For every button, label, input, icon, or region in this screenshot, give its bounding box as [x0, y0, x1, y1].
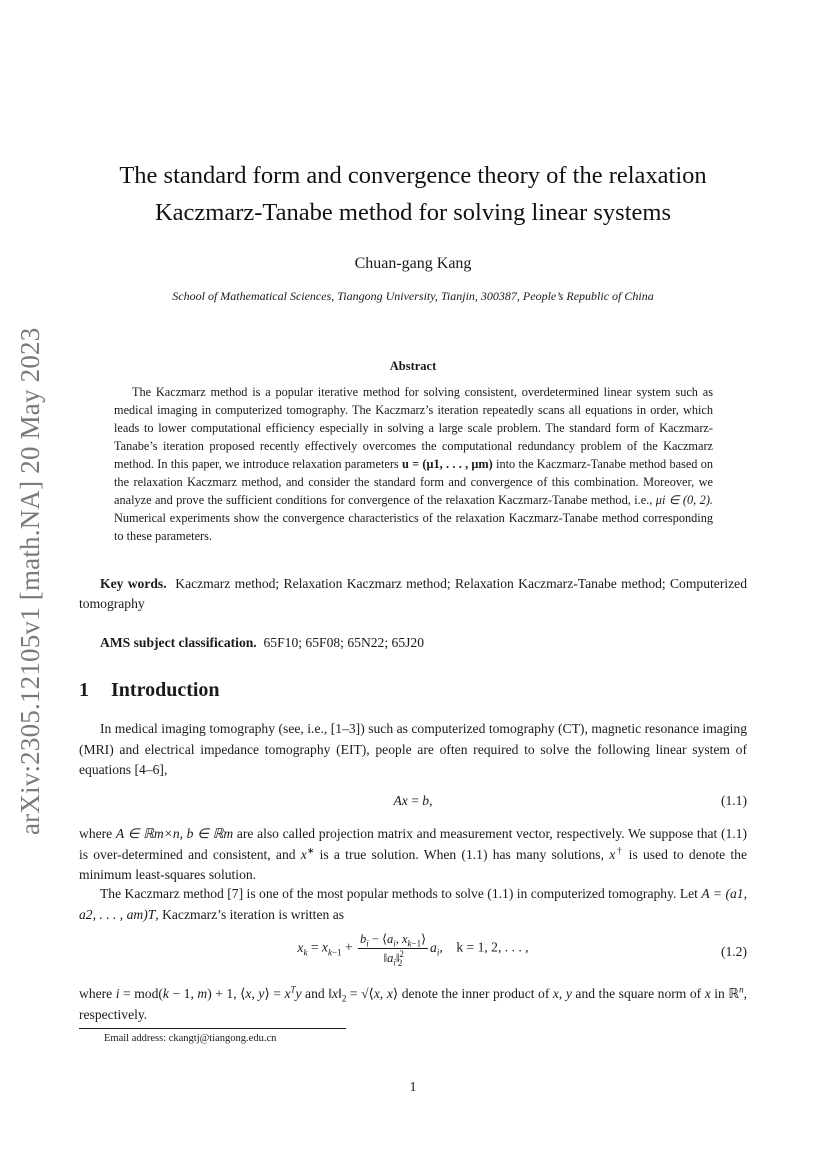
equation-1-2-body: $x_k = x_{k-1}$ + $\frac{b_i - ⟨a_i, x_{k-1}⟩}{‖a_i‖^2_2}$ $a_i$, k = 1, 2, . . . ,: [297, 932, 529, 968]
equation-1-1-body: Ax = b,: [393, 793, 433, 808]
equation-1-2-fraction: $\frac{b_i - ⟨a_i, x_{k-1}⟩}{‖a_i‖^2_2}$: [360, 932, 427, 968]
title-line-2: Kaczmarz-Tanabe method for solving linear systems: [154, 199, 671, 226]
equation-1-1: [79, 793, 747, 813]
abstract-text-b: into the Kaczmarz-Tanabe method based on the relaxation Kaczmarz method, and consider the standard form and convergence of this combination. Moreover, we analyze and prove the sufficient conditions for convergence of the relaxation Kaczmarz-Tanabe method, i.e.,: [114, 457, 714, 507]
abstract-body: [114, 383, 713, 545]
p2-text-c: is a true solution. When (1.1) has many solutions,: [319, 846, 604, 862]
abstract-text-c: Numerical experiments show the convergence characteristics of the relaxation Kaczmarz-Tanabe method corresponding to these parameters.: [114, 511, 713, 543]
ams-label: AMS subject classification.: [100, 635, 257, 650]
footnote-email: Email address: ckangtj@tiangong.edu.cn: [104, 1033, 277, 1044]
ams-codes: 65F10; 65F08; 65N22; 65J20: [263, 635, 425, 650]
equation-1-1-number: (1.1): [720, 793, 747, 808]
p2-math-1: A ∈ ℝm×n, b ∈ ℝm: [115, 826, 234, 841]
p3-text-b: , Kaczmarz’s iteration is written as: [155, 906, 345, 922]
author-affiliation: School of Mathematical Sciences, Tiangong University, Tianjin, 300387, People’s Republic of China: [172, 289, 654, 303]
intro-paragraph-2: where A ∈ ℝm×n, b ∈ ℝm are also called projection matrix and measurement vector, respectively. We suppose that (1.1) is over-determined and consistent, and x∗ is a true solution. When (1.1) has many solutions, x† is used to denote the minimum least-squares solution.: [79, 826, 747, 882]
arxiv-identifier: arXiv:2305.12105v1 [math.NA] 20 May 2023: [15, 327, 45, 835]
keywords-label: Key words.: [100, 576, 167, 591]
section-title: Introduction: [111, 679, 220, 701]
equation-1-2-range: k = 1, 2, . . . ,: [456, 939, 529, 955]
intro-paragraph-4: where i = mod(k − 1, m) + 1, ⟨x, y⟩ = $x^Ty$ and $‖x‖_2$ = √⟨x, x⟩ denote the inner product of x, y and the square norm of x in ℝ$^n$, respectively.: [79, 984, 748, 1022]
title-line-1: The standard form and convergence theory of the relaxation: [119, 162, 707, 189]
p4-text-c: and the square norm of: [575, 986, 702, 1001]
intro-paragraph-1: In medical imaging tomography (see, i.e., [1–3]) such as computerized tomography (CT), magnetic resonance imaging (MRI) and electrical impedance tomography (EIT), people are often required to solve the following linear system of equations [4–6],: [79, 721, 747, 777]
p4-text-b: denote the inner product of: [401, 986, 550, 1001]
p2-text-a: where: [79, 826, 113, 841]
p4-text-d: respectively.: [79, 1006, 148, 1022]
page-number: 1: [409, 1079, 417, 1094]
equation-1-2-number: (1.2): [720, 944, 747, 959]
abstract-heading: Abstract: [389, 359, 437, 373]
abstract-condition: μi ∈ (0, 2).: [655, 493, 713, 507]
paper-title: [80, 157, 746, 231]
p4-text-a: where: [79, 986, 113, 1001]
author-name: Chuan-gang Kang: [354, 255, 472, 272]
p2-text-d: is used to denote the minimum least-squares solution.: [79, 846, 747, 882]
ams-classification: [100, 635, 424, 651]
abstract-param-u: u = (μ1, . . . , μm): [402, 457, 493, 471]
p2-text-b: are also called projection matrix and measurement vector, respectively. We suppose that (1.1) is over-determined and consistent, and: [79, 826, 747, 862]
abstract-text-a: The Kaczmarz method is a popular iterative method for solving consistent, overdetermined linear system such as medical imaging in computerized tomography. The Kaczmarz’s iteration repeatedly scans all equations in order, which leads to lower computational efficiency especially in solving a large scale problem. The standard form of Kaczmarz-Tanabe’s iteration proposed recently effectively overcomes the computational redundancy problem of the Kaczmarz method. In this paper, we introduce relaxation parameters: [114, 385, 713, 471]
keywords-text: Kaczmarz method; Relaxation Kaczmarz method; Relaxation Kaczmarz-Tanabe method; Computerized tomography: [79, 576, 748, 611]
section-heading-introduction: [79, 679, 220, 702]
intro-paragraph-3: [79, 884, 747, 925]
keywords: [79, 574, 747, 614]
footnote-rule: [79, 1028, 346, 1029]
p3-math: A = (a1, a2, . . . , am)T: [79, 886, 747, 922]
section-number: 1: [79, 679, 89, 701]
p3-text-a: The Kaczmarz method [7] is one of the most popular methods to solve (1.1) in computerized tomography. Let: [100, 886, 698, 901]
equation-1-2: [79, 930, 747, 974]
